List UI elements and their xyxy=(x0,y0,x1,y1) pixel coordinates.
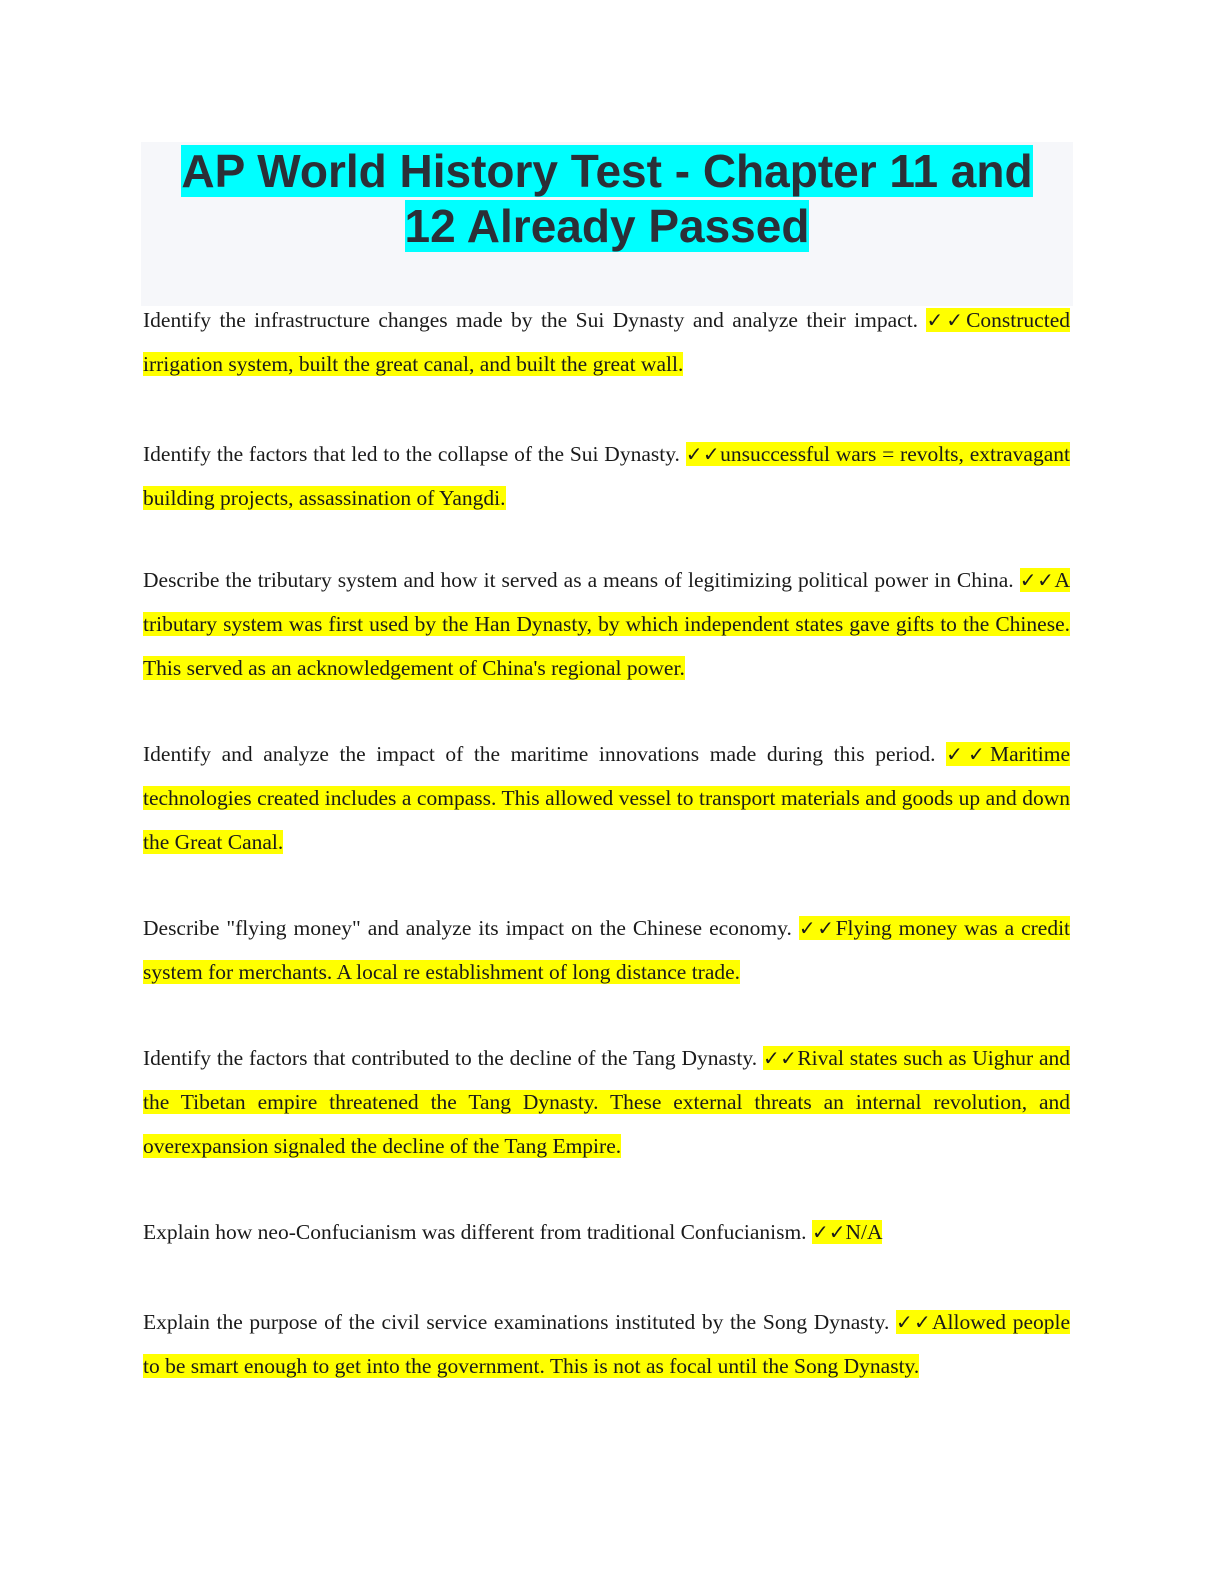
answer-text: Allowed people to be smart enough to get into the government. This is not as focal until the Song Dynasty. xyxy=(143,1310,1070,1378)
double-check-icon: ✓✓ xyxy=(798,916,836,940)
double-check-icon: ✓✓ xyxy=(895,1310,933,1334)
question-text: Explain how neo-Confucianism was different from traditional Confucianism. xyxy=(143,1220,807,1244)
question-text: Explain the purpose of the civil service examinations instituted by the Song Dynasty. xyxy=(143,1310,890,1334)
qa-item-8 xyxy=(143,1300,1070,1388)
question-text: Identify the factors that contributed to the decline of the Tang Dynasty. xyxy=(143,1046,758,1070)
double-check-icon: ✓✓ xyxy=(762,1046,798,1070)
qa-item-3 xyxy=(143,558,1070,690)
double-check-icon: ✓✓ xyxy=(811,1220,846,1244)
title-box xyxy=(141,142,1073,306)
question-text: Identify and analyze the impact of the maritime innovations made during this period. xyxy=(143,742,936,766)
answer-highlight xyxy=(812,1220,883,1244)
qa-item-2 xyxy=(143,432,1070,520)
answer-text: N/A xyxy=(845,1220,883,1244)
question-text: Describe "flying money" and analyze its impact on the Chinese economy. xyxy=(143,916,792,940)
double-check-icon: ✓✓ xyxy=(685,442,721,466)
qa-item-1 xyxy=(143,298,1070,386)
qa-item-6 xyxy=(143,1036,1070,1168)
title-line-1: AP World History Test - Chapter 11 and xyxy=(181,145,1033,197)
qa-item-4 xyxy=(143,732,1070,864)
answer-text: Constructed irrigation system, built the great canal, and built the great wall. xyxy=(143,308,1070,376)
answer-text: Maritime technologies created includes a compass. This allowed vessel to transport materials and goods up and down the Great Canal. xyxy=(143,742,1071,854)
question-text: Describe the tributary system and how it served as a means of legitimizing political power in China. xyxy=(143,568,1014,592)
qa-item-5 xyxy=(143,906,1070,994)
answer-text: Rival states such as Uighur and the Tibetan empire threatened the Tang Dynasty. These external threats an internal revolution, and overexpansion signaled the decline of the Tang Empire. xyxy=(143,1046,1071,1158)
qa-item-7 xyxy=(143,1210,1070,1254)
question-text: Identify the infrastructure changes made by the Sui Dynasty and analyze their impact. xyxy=(143,308,919,332)
answer-text: unsuccessful wars = revolts, extravagant building projects, assassination of Yangdi. xyxy=(143,442,1070,510)
double-check-icon: ✓✓ xyxy=(1019,568,1055,592)
question-text: Identify the factors that led to the collapse of the Sui Dynasty. xyxy=(143,442,680,466)
answer-text: Flying money was a credit system for merchants. A local re establishment of long distance trade. xyxy=(143,916,1071,984)
qa-list xyxy=(143,298,1070,1388)
double-check-icon: ✓✓ xyxy=(926,308,967,332)
answer-text: A tributary system was first used by the Han Dynasty, by which independent states gave gifts to the Chinese. This served as an acknowledgement of China's regional power. xyxy=(143,568,1071,680)
double-check-icon: ✓✓ xyxy=(946,742,990,766)
document-title xyxy=(141,144,1073,254)
title-line-2: 12 Already Passed xyxy=(404,200,810,252)
